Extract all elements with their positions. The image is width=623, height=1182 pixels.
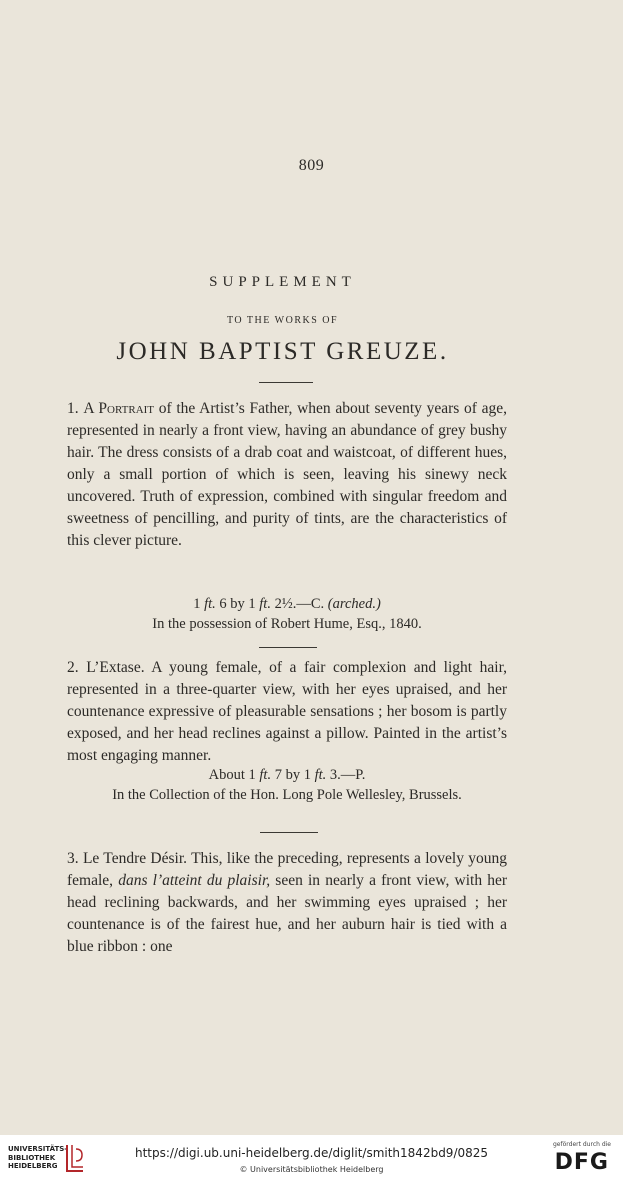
entry-body: A young female, of a fair complexion and light hair, represented in a three-quarter view, with her eyes upraised, and her countenance expressive of pleasurable sensations ; her bosom is partly exposed, and her head reclines against a pillow. Painted in the artist’s most engaging manner. xyxy=(67,659,508,764)
viewer-footer xyxy=(0,1135,623,1182)
permalink[interactable]: https://digi.ub.uni-heidelberg.de/diglit/smith1842bd9/0825 xyxy=(134,1146,489,1160)
copyright: © Universitätsbibliothek Heidelberg xyxy=(239,1165,384,1174)
italic-phrase: dans l’atteint du plaisir, xyxy=(118,872,271,889)
entry-1-dimensions: 1 ft. 6 by 1 ft. 2½.—C. (arched.) xyxy=(193,596,381,612)
entry-title: L’Extase. xyxy=(86,659,145,676)
entry-2-provenance: In the Collection of the Hon. Long Pole Wellesley, Brussels. xyxy=(112,787,462,803)
entry-3-text: 3. Le Tendre Désir. This, like the preceding, represents a lovely young female, dans l’atteint du plaisir, seen in nearly a front view, with her head reclining backwards, and her swimming eyes upraised ; her countenance is of the fairest hue, and her auburn hair is tied with a blue ribbon : one xyxy=(67,850,508,955)
page-number: 809 xyxy=(298,157,325,174)
entry-number: 2. xyxy=(67,659,79,676)
library-logo: UNIVERSITÄTS- BIBLIOTHEK HEIDELBERG xyxy=(8,1145,68,1170)
section-subheading: TO THE WORKS OF xyxy=(226,315,339,326)
divider xyxy=(259,382,313,383)
entry-1-provenance: In the possession of Robert Hume, Esq., 1840. xyxy=(152,616,422,632)
entry-body: of the Artist’s Father, when about seventy years of age, represented in nearly a front view, having an abundance of grey bushy hair. The dress consists of a drab coat and waistcoat, of different hues, only a small portion of which is seen, leaving his sinewy neck uncovered. Truth of expression, combined with singular freedom and sweetness of pencilling, and purity of tints, are the characteristics of this clever picture. xyxy=(67,400,508,549)
entry-number: 1. xyxy=(67,400,79,417)
divider xyxy=(260,832,318,833)
page-title: JOHN BAPTIST GREUZE. xyxy=(116,338,449,365)
entry-2-dimensions: About 1 ft. 7 by 1 ft. 3.—P. xyxy=(208,767,366,783)
divider xyxy=(259,647,317,648)
section-heading: SUPPLEMENT xyxy=(209,274,356,290)
entry-2-text xyxy=(67,657,507,767)
entry-title: Le Tendre Désir. xyxy=(82,850,188,867)
funding-note: gefördert durch die xyxy=(553,1141,611,1148)
entry-title: A Portrait xyxy=(83,400,155,417)
entry-1-text xyxy=(67,398,507,552)
entry-number: 3. xyxy=(67,850,79,867)
dfg-logo: DFG xyxy=(554,1150,609,1175)
